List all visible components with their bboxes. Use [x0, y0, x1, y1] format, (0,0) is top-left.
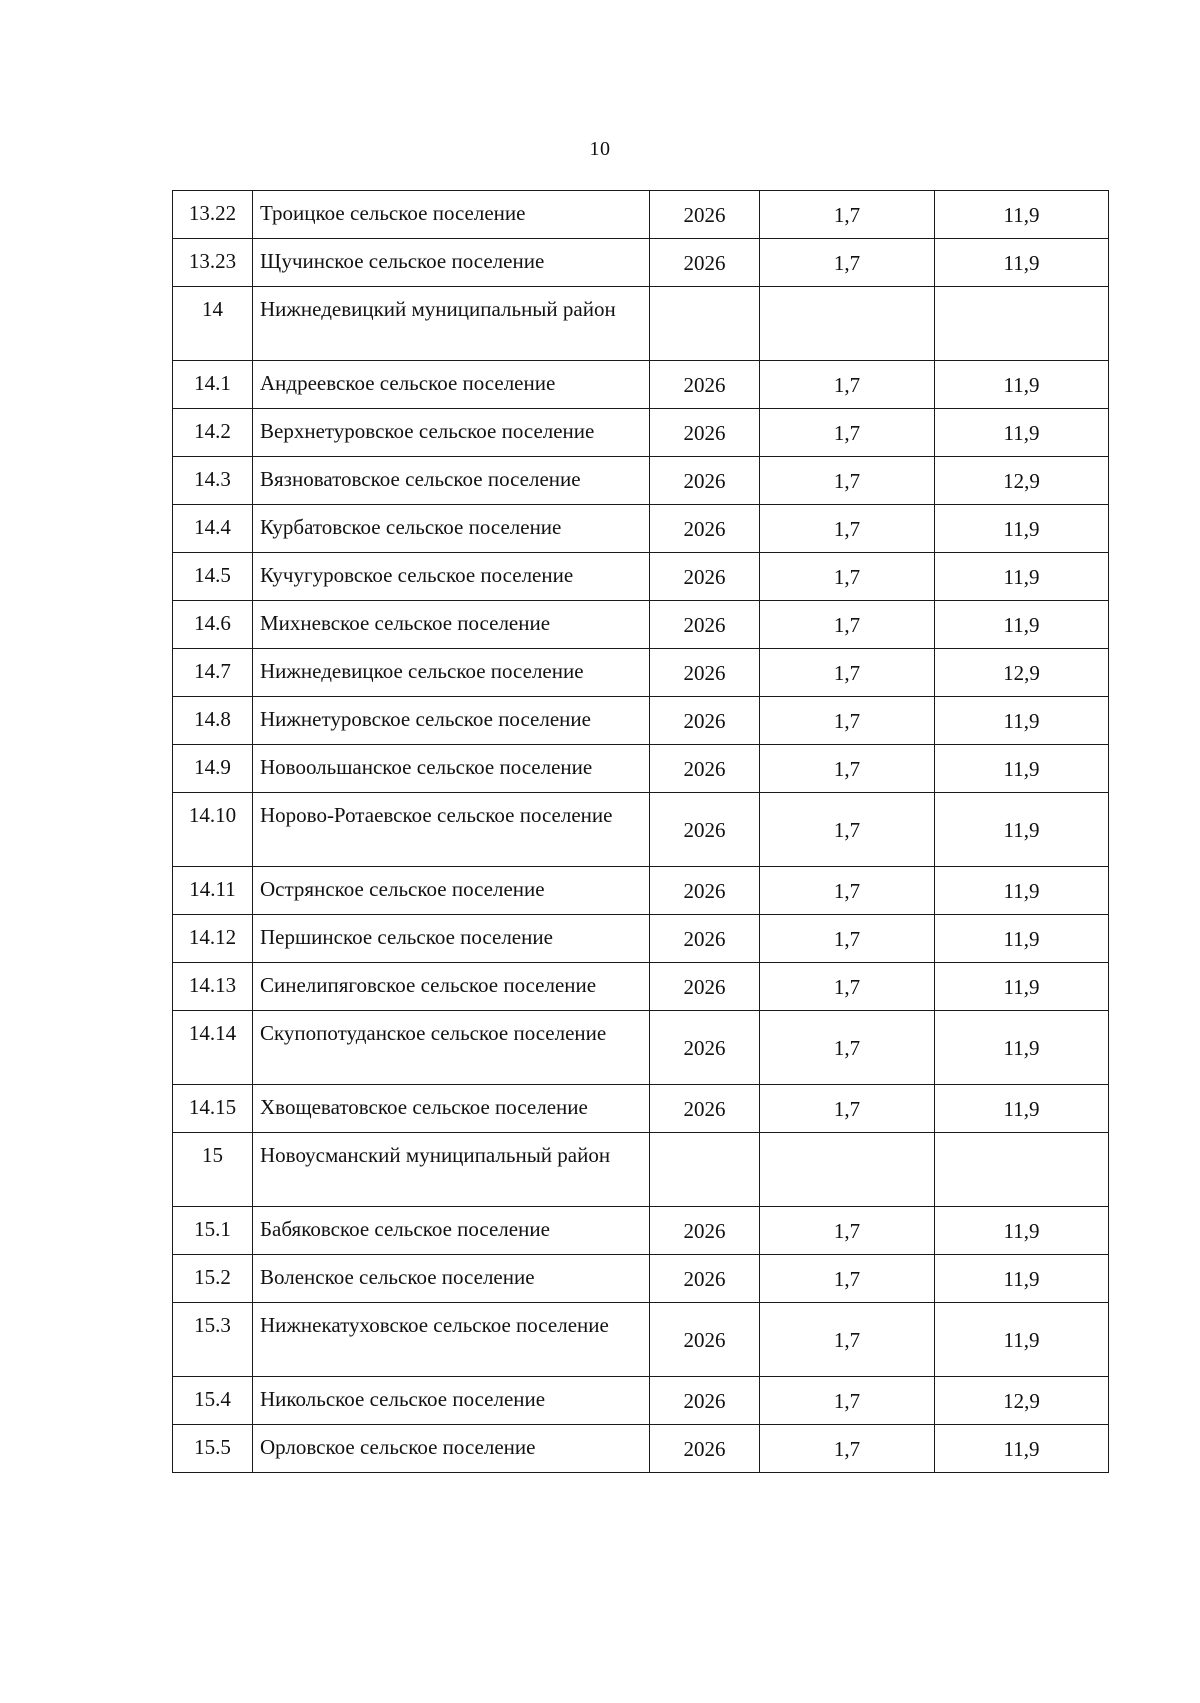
- value-1-cell: [760, 1133, 935, 1207]
- value-2-cell: 11,9: [935, 1303, 1109, 1377]
- settlement-name: Никольское сельское поселение: [253, 1377, 650, 1425]
- table-row: [173, 191, 1109, 239]
- value-2-cell: 11,9: [935, 1011, 1109, 1085]
- value-2-cell: 11,9: [935, 745, 1109, 793]
- settlement-name: Норово-Ротаевское сельское поселение: [253, 793, 650, 867]
- value-1-cell: 1,7: [760, 601, 935, 649]
- row-number: 15.2: [173, 1255, 253, 1303]
- value-1-cell: 1,7: [760, 1255, 935, 1303]
- value-2-cell: 11,9: [935, 191, 1109, 239]
- value-1-cell: 1,7: [760, 1207, 935, 1255]
- table-row: [173, 867, 1109, 915]
- value-1-cell: 1,7: [760, 963, 935, 1011]
- table-row: [173, 697, 1109, 745]
- table-row: [173, 1207, 1109, 1255]
- value-2-cell: 11,9: [935, 963, 1109, 1011]
- year-cell: 2026: [650, 601, 760, 649]
- year-cell: 2026: [650, 793, 760, 867]
- value-2-cell: 12,9: [935, 457, 1109, 505]
- value-2-cell: 11,9: [935, 601, 1109, 649]
- page-number: 10: [589, 138, 611, 160]
- table-row: [173, 1425, 1109, 1473]
- value-2-cell: 11,9: [935, 239, 1109, 287]
- row-number: 14.2: [173, 409, 253, 457]
- value-2-cell: [935, 1133, 1109, 1207]
- year-cell: 2026: [650, 697, 760, 745]
- row-number: 14.13: [173, 963, 253, 1011]
- table-row-district: [173, 1133, 1109, 1207]
- year-cell: 2026: [650, 649, 760, 697]
- value-2-cell: 11,9: [935, 867, 1109, 915]
- table-row: [173, 1011, 1109, 1085]
- value-1-cell: 1,7: [760, 505, 935, 553]
- year-cell: 2026: [650, 1011, 760, 1085]
- row-number: 14.6: [173, 601, 253, 649]
- row-number: 14.14: [173, 1011, 253, 1085]
- value-1-cell: 1,7: [760, 745, 935, 793]
- row-number: 13.22: [173, 191, 253, 239]
- table-row: [173, 505, 1109, 553]
- table-row: [173, 649, 1109, 697]
- row-number: 14.10: [173, 793, 253, 867]
- settlement-name: Нижнедевицкое сельское поселение: [253, 649, 650, 697]
- settlement-name: Андреевское сельское поселение: [253, 361, 650, 409]
- year-cell: 2026: [650, 1255, 760, 1303]
- year-cell: 2026: [650, 409, 760, 457]
- table-row: [173, 915, 1109, 963]
- table-row: [173, 1085, 1109, 1133]
- value-1-cell: 1,7: [760, 649, 935, 697]
- settlement-name: Новоольшанское сельское поселение: [253, 745, 650, 793]
- row-number: 14: [173, 287, 253, 361]
- row-number: 15.1: [173, 1207, 253, 1255]
- value-1-cell: 1,7: [760, 1377, 935, 1425]
- settlement-name: Верхнетуровское сельское поселение: [253, 409, 650, 457]
- table-row: [173, 457, 1109, 505]
- settlement-name: Нижнетуровское сельское поселение: [253, 697, 650, 745]
- settlement-name: Острянское сельское поселение: [253, 867, 650, 915]
- table-row: [173, 963, 1109, 1011]
- settlement-name: Бабяковское сельское поселение: [253, 1207, 650, 1255]
- district-name: Новоусманский муниципальный район: [253, 1133, 650, 1207]
- settlement-name: Кучугуровское сельское поселение: [253, 553, 650, 601]
- table-body: [173, 191, 1109, 1473]
- row-number: 15.5: [173, 1425, 253, 1473]
- table-row: [173, 601, 1109, 649]
- table-row-district: [173, 287, 1109, 361]
- table-row: [173, 1255, 1109, 1303]
- value-2-cell: 12,9: [935, 649, 1109, 697]
- settlements-table: [172, 190, 1109, 1473]
- settlement-name: Хвощеватовское сельское поселение: [253, 1085, 650, 1133]
- table-row: [173, 1303, 1109, 1377]
- year-cell: 2026: [650, 963, 760, 1011]
- year-cell: 2026: [650, 457, 760, 505]
- year-cell: 2026: [650, 191, 760, 239]
- row-number: 13.23: [173, 239, 253, 287]
- value-2-cell: 11,9: [935, 697, 1109, 745]
- value-1-cell: 1,7: [760, 1303, 935, 1377]
- value-1-cell: 1,7: [760, 915, 935, 963]
- year-cell: 2026: [650, 745, 760, 793]
- value-1-cell: 1,7: [760, 1011, 935, 1085]
- row-number: 14.11: [173, 867, 253, 915]
- row-number: 15: [173, 1133, 253, 1207]
- settlement-name: Троицкое сельское поселение: [253, 191, 650, 239]
- settlement-name: Вязноватовское сельское поселение: [253, 457, 650, 505]
- table-row: [173, 409, 1109, 457]
- year-cell: 2026: [650, 505, 760, 553]
- year-cell: 2026: [650, 1425, 760, 1473]
- value-2-cell: 11,9: [935, 793, 1109, 867]
- value-2-cell: 12,9: [935, 1377, 1109, 1425]
- value-1-cell: 1,7: [760, 191, 935, 239]
- year-cell: 2026: [650, 361, 760, 409]
- settlement-name: Скупопотуданское сельское поселение: [253, 1011, 650, 1085]
- year-cell: 2026: [650, 1085, 760, 1133]
- value-1-cell: 1,7: [760, 1425, 935, 1473]
- table-row: [173, 361, 1109, 409]
- year-cell: 2026: [650, 915, 760, 963]
- value-1-cell: 1,7: [760, 553, 935, 601]
- value-1-cell: 1,7: [760, 361, 935, 409]
- value-1-cell: 1,7: [760, 457, 935, 505]
- year-cell: 2026: [650, 867, 760, 915]
- year-cell: [650, 1133, 760, 1207]
- settlement-name: Першинское сельское поселение: [253, 915, 650, 963]
- value-2-cell: [935, 287, 1109, 361]
- year-cell: 2026: [650, 553, 760, 601]
- row-number: 14.3: [173, 457, 253, 505]
- year-cell: 2026: [650, 1377, 760, 1425]
- value-1-cell: 1,7: [760, 697, 935, 745]
- settlement-name: Щучинское сельское поселение: [253, 239, 650, 287]
- settlement-name: Орловское сельское поселение: [253, 1425, 650, 1473]
- settlement-name: Воленское сельское поселение: [253, 1255, 650, 1303]
- row-number: 15.4: [173, 1377, 253, 1425]
- row-number: 14.9: [173, 745, 253, 793]
- value-1-cell: 1,7: [760, 239, 935, 287]
- row-number: 14.1: [173, 361, 253, 409]
- value-2-cell: 11,9: [935, 361, 1109, 409]
- value-2-cell: 11,9: [935, 409, 1109, 457]
- table-row: [173, 553, 1109, 601]
- settlement-name: Нижнекатуховское сельское поселение: [253, 1303, 650, 1377]
- row-number: 14.7: [173, 649, 253, 697]
- year-cell: 2026: [650, 1207, 760, 1255]
- settlement-name: Михневское сельское поселение: [253, 601, 650, 649]
- table-row: [173, 1377, 1109, 1425]
- year-cell: 2026: [650, 1303, 760, 1377]
- settlement-name: Курбатовское сельское поселение: [253, 505, 650, 553]
- value-1-cell: 1,7: [760, 409, 935, 457]
- value-2-cell: 11,9: [935, 1425, 1109, 1473]
- row-number: 15.3: [173, 1303, 253, 1377]
- value-1-cell: 1,7: [760, 793, 935, 867]
- value-1-cell: 1,7: [760, 1085, 935, 1133]
- table-row: [173, 745, 1109, 793]
- value-2-cell: 11,9: [935, 553, 1109, 601]
- value-2-cell: 11,9: [935, 1255, 1109, 1303]
- district-name: Нижнедевицкий муниципальный район: [253, 287, 650, 361]
- settlement-name: Синелипяговское сельское поселение: [253, 963, 650, 1011]
- table-row: [173, 239, 1109, 287]
- value-2-cell: 11,9: [935, 1207, 1109, 1255]
- table-row: [173, 793, 1109, 867]
- value-2-cell: 11,9: [935, 1085, 1109, 1133]
- row-number: 14.5: [173, 553, 253, 601]
- value-1-cell: 1,7: [760, 867, 935, 915]
- value-2-cell: 11,9: [935, 915, 1109, 963]
- year-cell: [650, 287, 760, 361]
- value-2-cell: 11,9: [935, 505, 1109, 553]
- row-number: 14.8: [173, 697, 253, 745]
- year-cell: 2026: [650, 239, 760, 287]
- row-number: 14.4: [173, 505, 253, 553]
- row-number: 14.15: [173, 1085, 253, 1133]
- value-1-cell: [760, 287, 935, 361]
- row-number: 14.12: [173, 915, 253, 963]
